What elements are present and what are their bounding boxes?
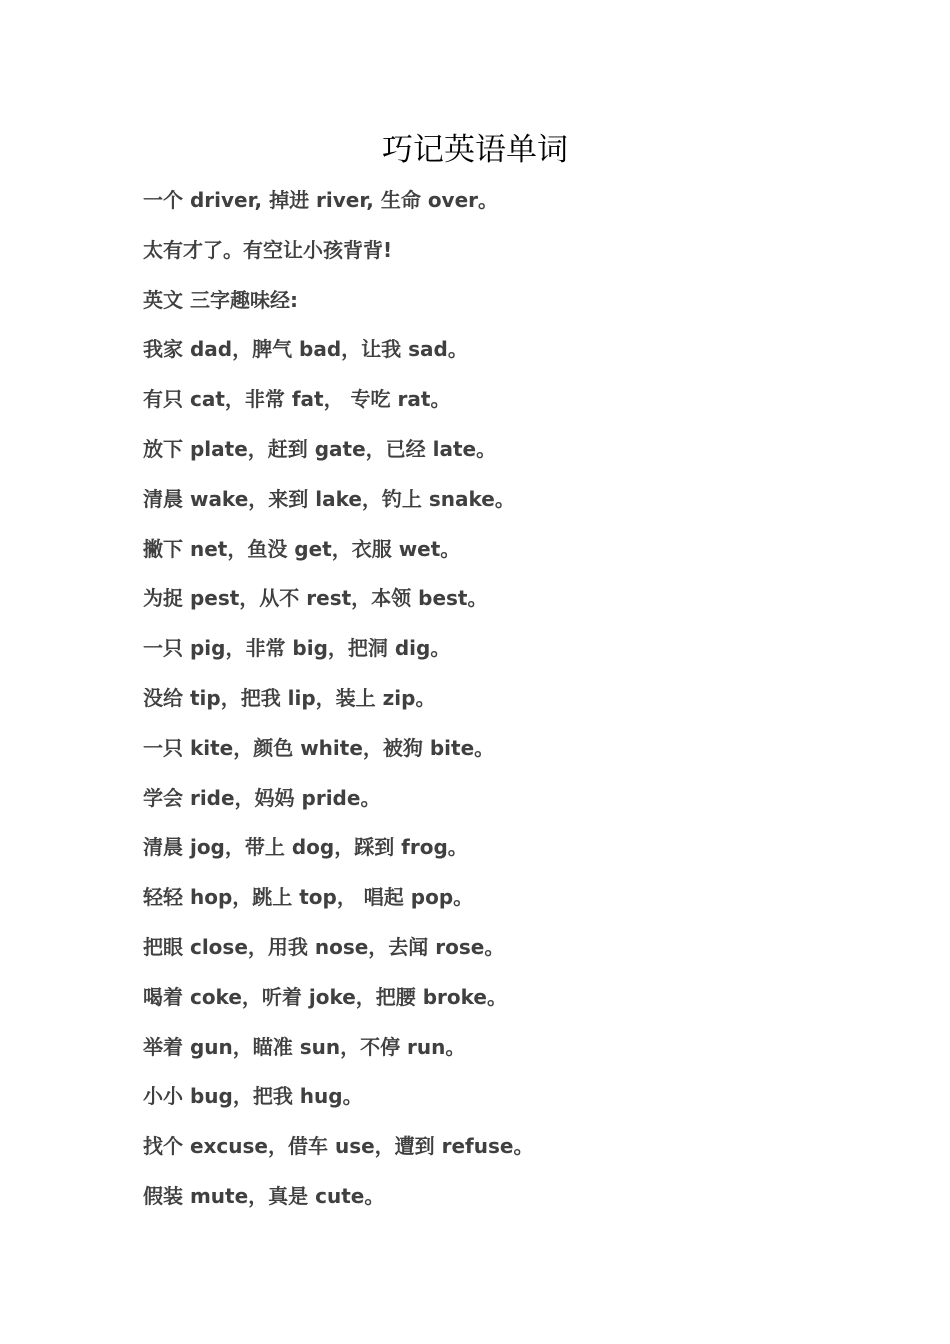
rhyme-line: 一个 driver, 掉进 river, 生命 over。 [143,188,499,212]
rhyme-line: 我家 dad，脾气 bad，让我 sad。 [143,337,468,362]
rhyme-line: 小小 bug，把我 hug。 [143,1084,363,1109]
rhyme-line: 喝着 coke，听着 joke，把腰 broke。 [143,984,507,1009]
rhyme-line: 英文 三字趣味经: [143,287,298,312]
rhyme-line: 撇下 net，鱼没 get，衣服 wet。 [143,536,461,561]
rhyme-line: 一只 kite，颜色 white，被狗 bite。 [143,735,495,760]
rhyme-line: 把眼 close，用我 nose，去闻 rose。 [143,934,505,959]
rhyme-line: 有只 cat，非常 fat， 专吃 rat。 [143,387,451,412]
rhyme-line: 清晨 jog，带上 dog，踩到 frog。 [143,835,468,860]
document-title: 巧记英语单词 [382,132,568,168]
rhyme-line: 清晨 wake，来到 lake，钓上 snake。 [143,486,515,511]
rhyme-line: 没给 tip，把我 lip，装上 zip。 [143,685,436,710]
rhyme-line: 轻轻 hop，跳上 top， 唱起 pop。 [143,885,474,910]
rhyme-line: 放下 plate，赶到 gate，已经 late。 [143,436,497,461]
rhyme-line: 找个 excuse，借车 use，遭到 refuse。 [143,1134,534,1159]
rhyme-line: 太有才了。有空让小孩背背! [143,237,393,262]
rhyme-line: 学会 ride，妈妈 pride。 [143,785,381,810]
rhyme-line: 举着 gun，瞄准 sun，不停 run。 [143,1034,466,1059]
rhyme-line: 假装 mute，真是 cute。 [143,1183,385,1208]
rhyme-line: 为捉 pest，从不 rest，本领 best。 [143,586,488,611]
rhyme-line: 一只 pig，非常 big，把洞 dig。 [143,636,451,661]
rhyme-lines [143,184,863,1230]
